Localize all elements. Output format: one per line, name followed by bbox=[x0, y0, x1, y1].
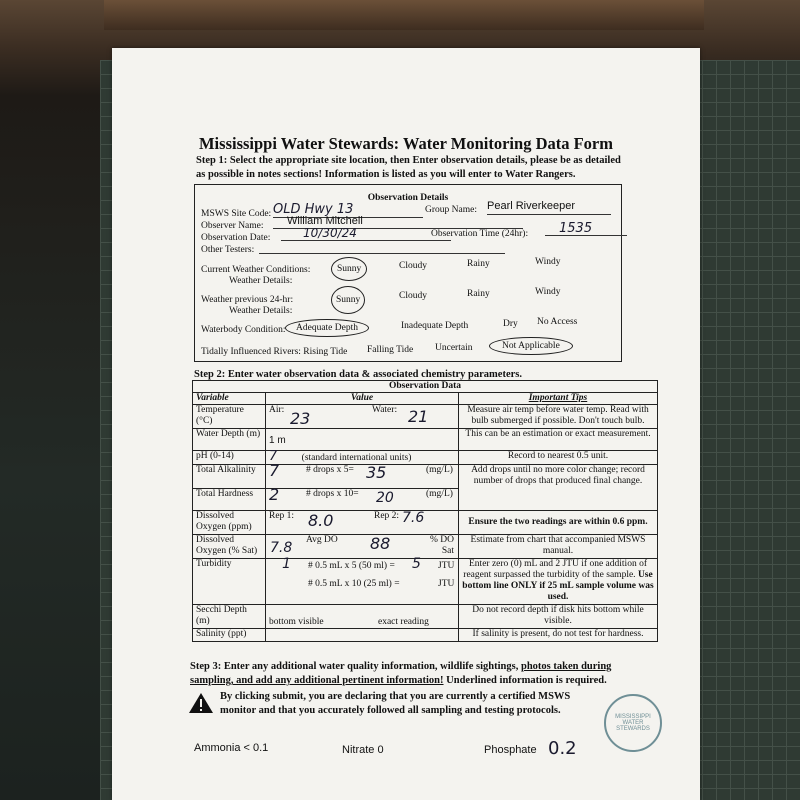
observation-time-label: Observation Time (24hr): bbox=[431, 229, 529, 239]
alkalinity-tip: Add drops until no more color change; record number of drops that produced final change. bbox=[459, 465, 658, 511]
observation-details-header: Observation Details bbox=[367, 193, 449, 203]
ph-value-cell[interactable] bbox=[266, 451, 459, 465]
table-row bbox=[193, 605, 658, 629]
water-temp-value: 21 bbox=[408, 407, 429, 426]
group-name-field[interactable]: Pearl Riverkeeper bbox=[487, 200, 611, 215]
hardness-formula: # drops x 10= bbox=[306, 489, 359, 499]
prev-weather-cloudy[interactable]: Cloudy bbox=[399, 291, 427, 301]
do-percent-units: % DO Sat bbox=[429, 535, 454, 556]
phosphate-value: 0.2 bbox=[548, 738, 577, 759]
observation-details-box bbox=[194, 184, 622, 362]
observation-data-header: Observation Data bbox=[193, 381, 658, 393]
badge-icon: MISSISSIPPI WATER STEWARDS bbox=[604, 694, 662, 752]
turbidity-units-2: JTU bbox=[438, 579, 455, 589]
alkalinity-value: 35 bbox=[366, 463, 387, 482]
weather-details-label-2: Weather Details: bbox=[229, 306, 293, 316]
step3-suffix: Underlined information is required. bbox=[446, 675, 607, 686]
do-percent-value: 88 bbox=[370, 534, 391, 553]
alkalinity-units: (mg/L) bbox=[426, 465, 453, 475]
current-weather-rainy[interactable]: Rainy bbox=[467, 259, 490, 269]
dissolved-oxygen-value-cell[interactable] bbox=[266, 511, 459, 535]
current-weather-cloudy[interactable]: Cloudy bbox=[399, 261, 427, 271]
step2-instructions: Step 2: Enter water observation data & associated chemistry parameters. bbox=[194, 369, 522, 380]
ph-value: 7 bbox=[269, 449, 278, 464]
prev-weather-rainy[interactable]: Rainy bbox=[467, 289, 490, 299]
do-saturation-value-cell[interactable] bbox=[266, 535, 459, 559]
do-rep2-value: 7.6 bbox=[402, 510, 425, 526]
avg-do-label: Avg DO bbox=[306, 535, 338, 545]
tidal-uncertain[interactable]: Uncertain bbox=[435, 343, 473, 353]
water-label: Water: bbox=[372, 405, 398, 415]
dissolved-oxygen-label: Dissolved Oxygen (ppm) bbox=[193, 511, 266, 535]
current-weather-windy[interactable]: Windy bbox=[535, 257, 561, 267]
water-depth-tip: This can be an estimation or exact measurement. bbox=[459, 429, 658, 451]
temperature-label: Temperature (°C) bbox=[193, 405, 266, 429]
turbidity-units-1: JTU bbox=[438, 561, 455, 571]
tidal-falling[interactable]: Falling Tide bbox=[367, 345, 414, 355]
table-row bbox=[193, 535, 658, 559]
col-variable-header: Variable bbox=[193, 393, 266, 405]
salinity-value-cell[interactable] bbox=[266, 629, 459, 642]
ph-tip: Record to nearest 0.5 unit. bbox=[459, 451, 658, 465]
waterbody-inadequate-depth[interactable]: Inadequate Depth bbox=[401, 321, 469, 331]
turbidity-tip-b: Use bottom line ONLY if 25 mL sample volume was used. bbox=[462, 570, 654, 602]
tidal-not-applicable[interactable]: Not Applicable bbox=[489, 337, 573, 355]
dissolved-oxygen-tip: Ensure the two readings are within 0.6 ppm. bbox=[459, 511, 658, 535]
declaration-text: By clicking submit, you are declaring that you are currently a certified MSWS monitor and that you accurately followed all sampling and testing protocols. bbox=[220, 691, 571, 716]
other-testers-field[interactable] bbox=[259, 241, 505, 254]
phosphate-label: Phosphate bbox=[484, 744, 537, 756]
site-code-field[interactable]: OLD Hwy 13 bbox=[273, 202, 423, 218]
group-name-label: Group Name: bbox=[425, 205, 477, 215]
current-weather-sunny[interactable]: Sunny bbox=[331, 257, 367, 281]
prev-weather-windy[interactable]: Windy bbox=[535, 287, 561, 297]
hardness-label: Total Hardness bbox=[193, 489, 266, 511]
hardness-value: 20 bbox=[376, 490, 394, 506]
table-row bbox=[193, 511, 658, 535]
step1-instructions: Step 1: Select the appropriate site location, then Enter observation details, please be as detailed as possible in notes sections! Information is listed as you will enter to Water Rangers. bbox=[196, 155, 621, 180]
observer-name-label: Observer Name: bbox=[201, 221, 264, 231]
observer-name-field[interactable]: William Mitchell bbox=[273, 215, 523, 229]
observation-date-label: Observation Date: bbox=[201, 233, 271, 243]
turbidity-formula-1: # 0.5 mL x 5 (50 ml) = bbox=[308, 561, 395, 571]
alkalinity-formula: # drops x 5= bbox=[306, 465, 354, 475]
prev-weather-sunny[interactable]: Sunny bbox=[331, 286, 365, 314]
salinity-tip: If salinity is present, do not test for hardness. bbox=[459, 629, 658, 642]
observation-date-field[interactable]: 10/30/24 bbox=[281, 226, 451, 241]
waterbody-condition-label: Waterbody Condition: bbox=[201, 325, 286, 335]
observation-time-field[interactable]: 1535 bbox=[545, 221, 627, 236]
do-rep1-label: Rep 1: bbox=[269, 511, 295, 521]
msws-logo bbox=[604, 694, 662, 752]
hardness-value-cell[interactable] bbox=[266, 485, 459, 511]
table-row bbox=[193, 429, 658, 451]
alkalinity-label: Total Alkalinity bbox=[193, 465, 266, 489]
waterbody-no-access[interactable]: No Access bbox=[537, 317, 578, 327]
wooden-board-edge bbox=[104, 0, 704, 30]
do-rep1-value: 8.0 bbox=[308, 511, 334, 530]
secchi-depth-label: Secchi Depth (m) bbox=[193, 605, 266, 629]
form-title: Mississippi Water Stewards: Water Monitoring Data Form bbox=[198, 134, 613, 153]
secchi-exact-reading: exact reading bbox=[378, 617, 429, 627]
prev-weather-label: Weather previous 24-hr: bbox=[201, 295, 294, 305]
col-value-header: Value bbox=[266, 393, 459, 405]
observation-data-table bbox=[192, 380, 658, 642]
turbidity-tip-a: Enter zero (0) mL and 2 JTU if one addition of reagent surpassed the turbidity of the sample. bbox=[463, 559, 647, 580]
turbidity-label: Turbidity bbox=[193, 559, 266, 605]
do-saturation-value: 7.8 bbox=[270, 540, 293, 556]
tidal-label: Tidally Influenced Rivers: Rising Tide bbox=[201, 347, 348, 357]
step3-instructions bbox=[190, 660, 630, 688]
water-depth-label: Water Depth (m) bbox=[193, 429, 266, 451]
waterbody-dry[interactable]: Dry bbox=[503, 319, 518, 329]
ammonia-note: Ammonia < 0.1 bbox=[194, 742, 269, 754]
do-saturation-label: Dissolved Oxygen (% Sat) bbox=[193, 535, 266, 559]
alkalinity-drops: 7 bbox=[269, 461, 280, 480]
ph-label: pH (0-14) bbox=[193, 451, 266, 465]
alkalinity-value-cell[interactable] bbox=[266, 461, 459, 489]
air-temp-value: 23 bbox=[290, 409, 311, 428]
air-label: Air: bbox=[269, 405, 285, 415]
turbidity-tip bbox=[459, 559, 658, 605]
temperature-tip: Measure air temp before water temp. Read with bulb submerged if possible. Don't touch bulb. bbox=[459, 405, 658, 429]
nitrate-note: Nitrate 0 bbox=[342, 744, 384, 756]
table-row bbox=[193, 559, 658, 605]
secchi-bottom-visible: bottom visible bbox=[269, 617, 324, 627]
temperature-value-cell[interactable] bbox=[266, 405, 459, 429]
data-form-sheet bbox=[112, 48, 700, 800]
col-tips-header: Important Tips bbox=[459, 393, 658, 405]
waterbody-adequate-depth[interactable]: Adequate Depth bbox=[285, 319, 369, 337]
hardness-drops: 2 bbox=[269, 485, 280, 504]
secchi-value-cell[interactable] bbox=[266, 605, 459, 629]
hardness-units: (mg/L) bbox=[426, 489, 453, 499]
table-row bbox=[193, 629, 658, 642]
current-weather-label: Current Weather Conditions: bbox=[201, 265, 311, 275]
warning-icon bbox=[188, 692, 214, 714]
ph-units: (standard international units) bbox=[301, 453, 412, 463]
step3-underlined: photos taken during sampling, and add any additional pertinent information! bbox=[190, 661, 612, 686]
turbidity-formula-2: # 0.5 mL x 10 (25 ml) = bbox=[308, 579, 400, 589]
secchi-tip: Do not record depth if disk hits bottom while visible. bbox=[459, 605, 658, 629]
water-depth-value[interactable]: 1 m bbox=[266, 429, 459, 451]
table-row bbox=[193, 451, 658, 465]
other-testers-label: Other Testers: bbox=[201, 245, 255, 255]
do-saturation-tip: Estimate from chart that accompanied MSWS manual. bbox=[459, 535, 658, 559]
do-rep2-label: Rep 2: bbox=[374, 511, 400, 521]
site-code-label: MSWS Site Code: bbox=[201, 209, 272, 219]
salinity-label: Salinity (ppt) bbox=[193, 629, 266, 642]
table-row bbox=[193, 405, 658, 429]
weather-details-label-1: Weather Details: bbox=[229, 276, 293, 286]
turbidity-value-cell[interactable] bbox=[266, 556, 459, 605]
step3-prefix: Step 3: Enter any additional water quality information, wildlife sightings, bbox=[190, 661, 519, 672]
table-row bbox=[193, 465, 658, 489]
turbidity-drops: 1 bbox=[282, 556, 291, 572]
turbidity-value: 5 bbox=[412, 556, 421, 572]
